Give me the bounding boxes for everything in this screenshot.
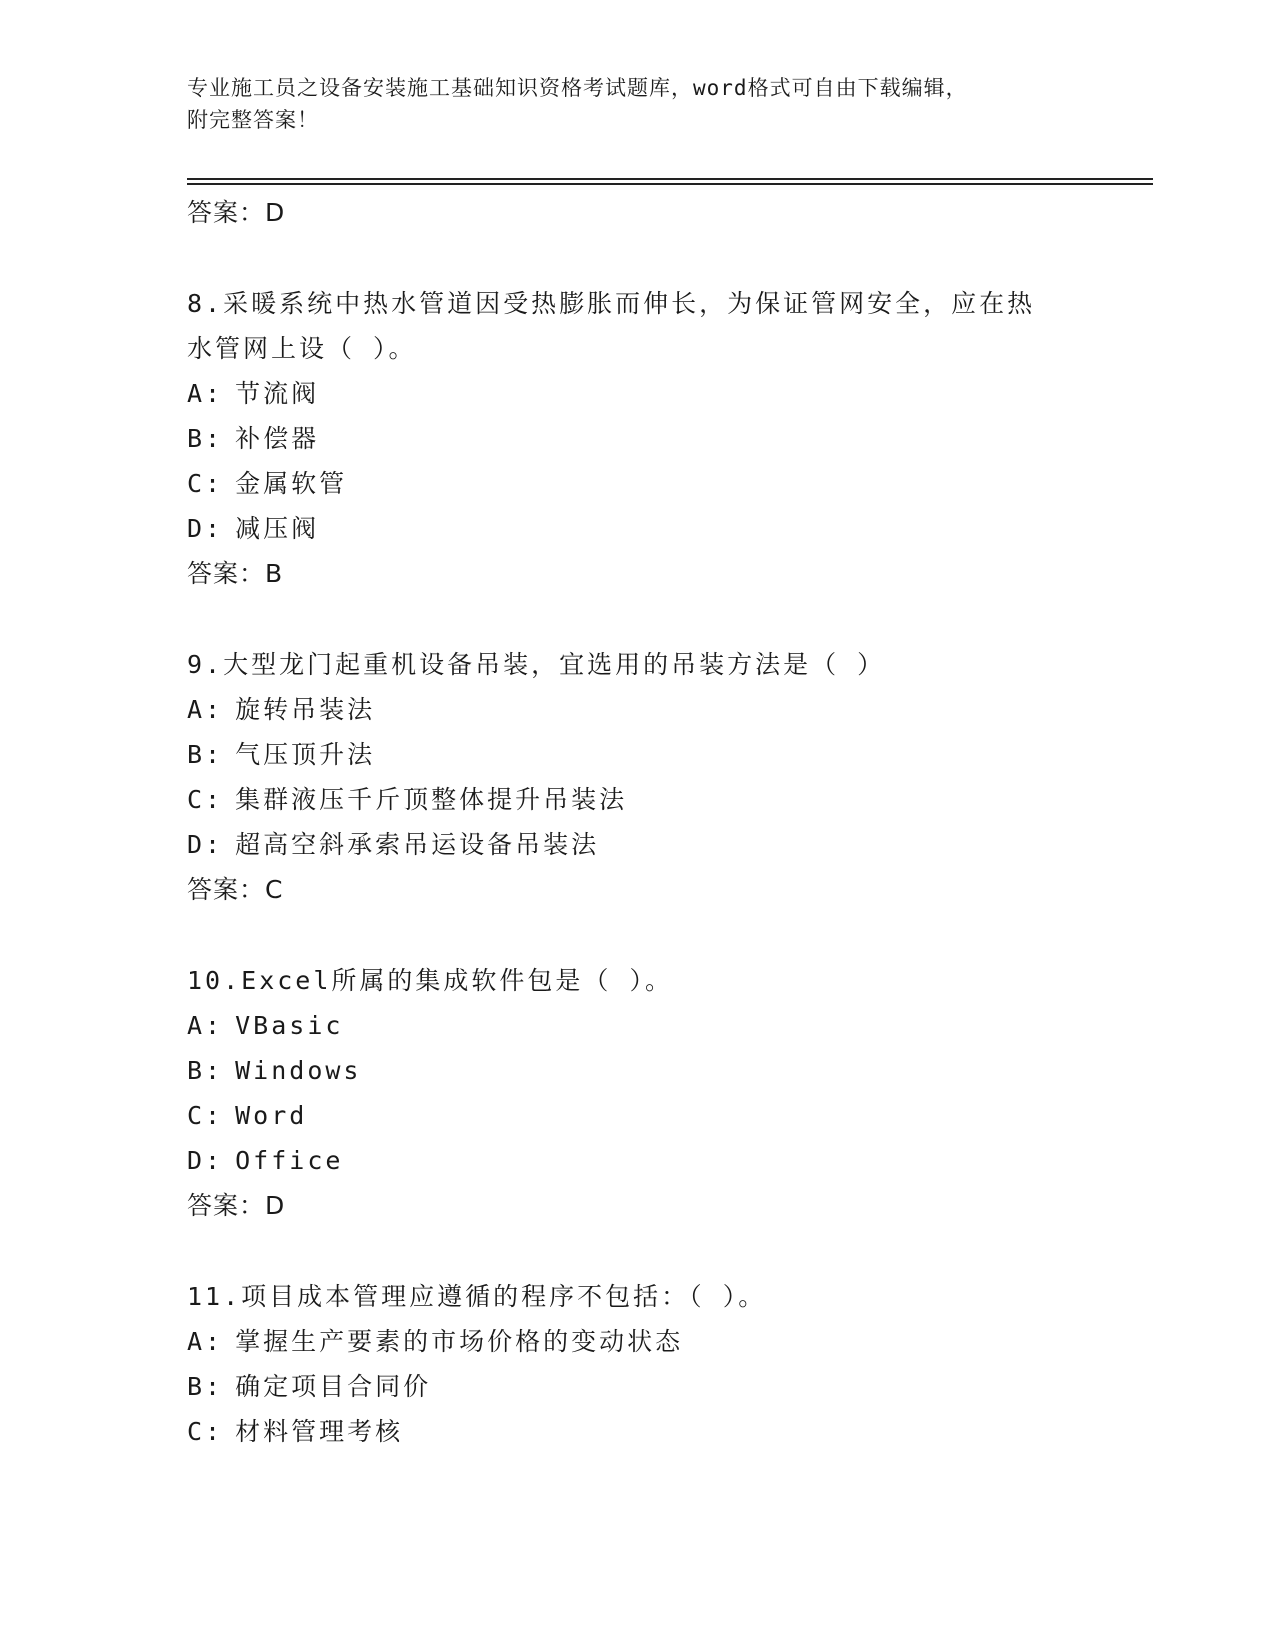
option-b: B: 补偿器	[187, 424, 320, 453]
answer-line: 答案：D	[187, 198, 286, 227]
option-a: A: 掌握生产要素的市场价格的变动状态	[187, 1327, 684, 1356]
option-c: C: 集群液压千斤顶整体提升吊装法	[187, 785, 628, 814]
option-c: C: Word	[187, 1101, 308, 1130]
question-stem: 9.大型龙门起重机设备吊装，宜选用的吊装方法是（ ）	[187, 650, 886, 679]
option-d: D: 超高空斜承索吊运设备吊装法	[187, 830, 600, 859]
option-a: A: 节流阀	[187, 379, 320, 408]
option-a: A: VBasic	[187, 1011, 344, 1040]
header-line-1: 专业施工员之设备安装施工基础知识资格考试题库，word格式可自由下载编辑，	[187, 76, 968, 100]
header-line-2: 附完整答案！	[187, 108, 319, 132]
header-divider-bottom	[187, 183, 1153, 185]
option-a: A: 旋转吊装法	[187, 695, 376, 724]
question-stem: 11.项目成本管理应遵循的程序不包括：（ ）。	[187, 1282, 767, 1311]
answer-line: 答案：C	[187, 875, 284, 904]
header-divider-top	[187, 178, 1153, 180]
question-9	[187, 642, 1087, 912]
option-b: B: Windows	[187, 1056, 362, 1085]
document-header	[187, 72, 1067, 136]
question-stem-continued: 水管网上设（ ）。	[187, 334, 417, 363]
question-stem: 10.Excel所属的集成软件包是（ ）。	[187, 966, 673, 995]
option-d: D: 减压阀	[187, 514, 320, 543]
option-c: C: 金属软管	[187, 469, 348, 498]
option-b: B: 气压顶升法	[187, 740, 376, 769]
question-stem: 8.采暖系统中热水管道因受热膨胀而伸长，为保证管网安全，应在热	[187, 289, 1036, 318]
question-11	[187, 1274, 1087, 1454]
answer-line: 答案：D	[187, 1191, 286, 1220]
question-10	[187, 958, 1087, 1228]
option-b: B: 确定项目合同价	[187, 1372, 432, 1401]
question-list	[187, 190, 1087, 1454]
option-d: D: Office	[187, 1146, 344, 1175]
option-c: C: 材料管理考核	[187, 1417, 404, 1446]
question-8	[187, 281, 1087, 596]
answer-line: 答案：B	[187, 559, 284, 588]
